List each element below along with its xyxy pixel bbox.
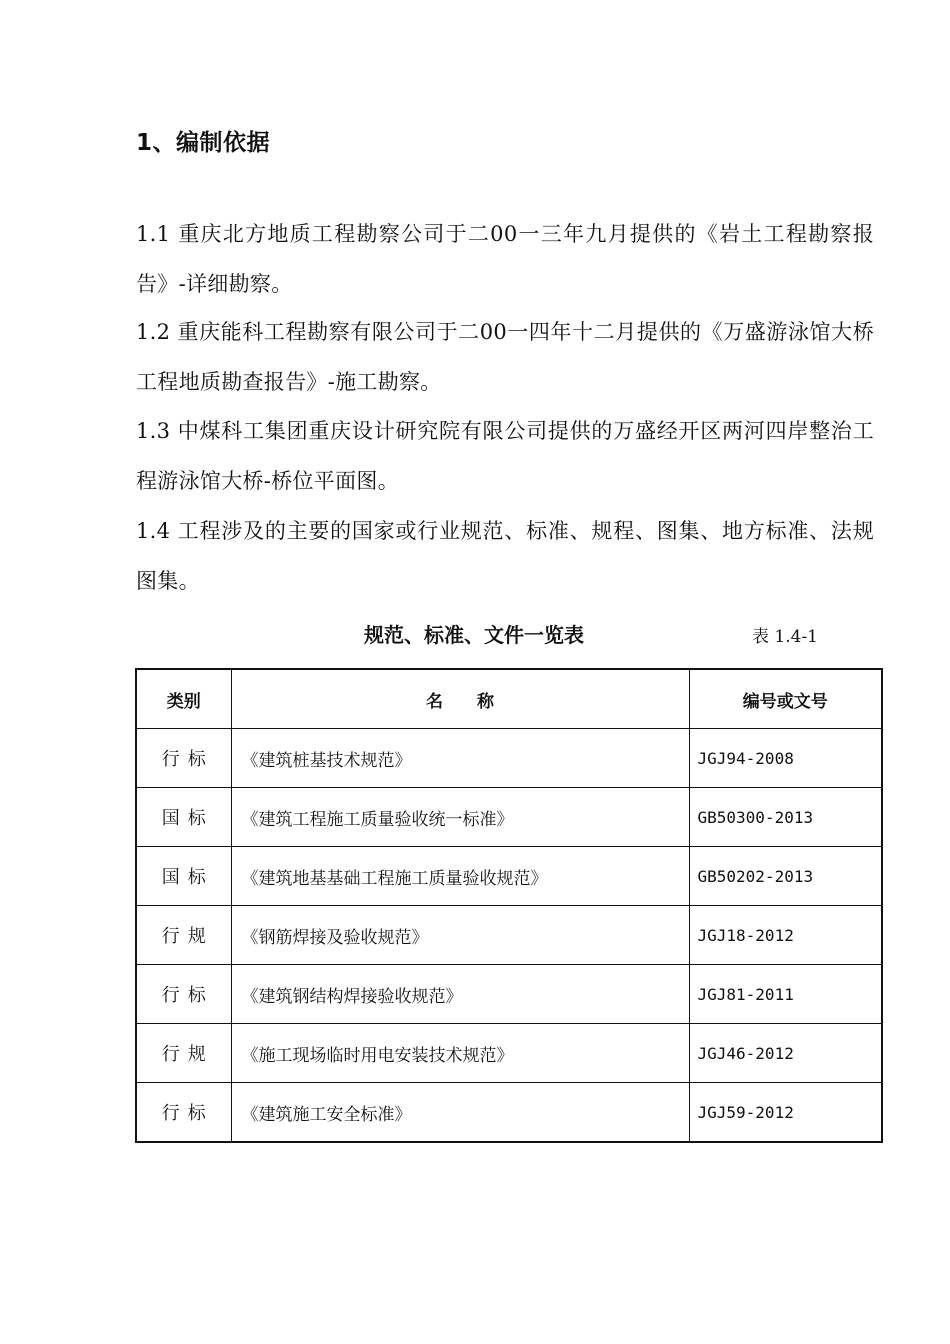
table-row — [136, 1024, 882, 1083]
row-name: 《钢筋焊接及验收规范》 — [231, 906, 689, 965]
row-category: 行规 — [136, 906, 231, 965]
table-caption: 规范、标准、文件一览表 — [364, 623, 584, 647]
paragraph-1-3: 1.3 中煤科工集团重庆设计研究院有限公司提供的万盛经开区两河四岸整治工程游泳馆大桥-桥位平面图。 — [136, 419, 874, 493]
paragraph-1-1: 1.1 重庆北方地质工程勘察公司于二00一三年九月提供的《岩土工程勘察报告》-详细勘察。 — [136, 222, 874, 296]
row-name: 《建筑地基基础工程施工质量验收规范》 — [231, 847, 689, 906]
row-code: JGJ94-2008 — [689, 729, 882, 788]
row-name: 《建筑工程施工质量验收统一标准》 — [231, 788, 689, 847]
row-code: JGJ18-2012 — [689, 906, 882, 965]
row-category: 行规 — [136, 1024, 231, 1083]
table-row — [136, 729, 882, 788]
row-category: 国标 — [136, 847, 231, 906]
table-row — [136, 965, 882, 1024]
row-category: 行标 — [136, 729, 231, 788]
paragraph-1-2: 1.2 重庆能科工程勘察有限公司于二00一四年十二月提供的《万盛游泳馆大桥工程地质勘查报告》-施工勘察。 — [136, 320, 874, 394]
row-category: 国标 — [136, 788, 231, 847]
row-code: GB50202-2013 — [689, 847, 882, 906]
header-category: 类别 — [136, 669, 231, 729]
table-row — [136, 1083, 882, 1143]
row-name: 《建筑桩基技术规范》 — [231, 729, 689, 788]
standards-table — [135, 668, 883, 1143]
table-number: 表 1.4-1 — [752, 627, 818, 647]
table-row — [136, 788, 882, 847]
row-code: GB50300-2013 — [689, 788, 882, 847]
row-category: 行标 — [136, 965, 231, 1024]
table-header-row — [136, 669, 882, 729]
table-row — [136, 906, 882, 965]
row-category: 行标 — [136, 1083, 231, 1143]
row-code: JGJ59-2012 — [689, 1083, 882, 1143]
row-code: JGJ46-2012 — [689, 1024, 882, 1083]
paragraph-1-4: 1.4 工程涉及的主要的国家或行业规范、标准、规程、图集、地方标准、法规图集。 — [136, 519, 874, 593]
table-row — [136, 847, 882, 906]
section-heading: 1、编制依据 — [136, 130, 271, 156]
row-name: 《建筑施工安全标准》 — [231, 1083, 689, 1143]
row-code: JGJ81-2011 — [689, 965, 882, 1024]
row-name: 《施工现场临时用电安装技术规范》 — [231, 1024, 689, 1083]
row-name: 《建筑钢结构焊接验收规范》 — [231, 965, 689, 1024]
header-name: 名 称 — [231, 669, 689, 729]
header-code: 编号或文号 — [689, 669, 882, 729]
